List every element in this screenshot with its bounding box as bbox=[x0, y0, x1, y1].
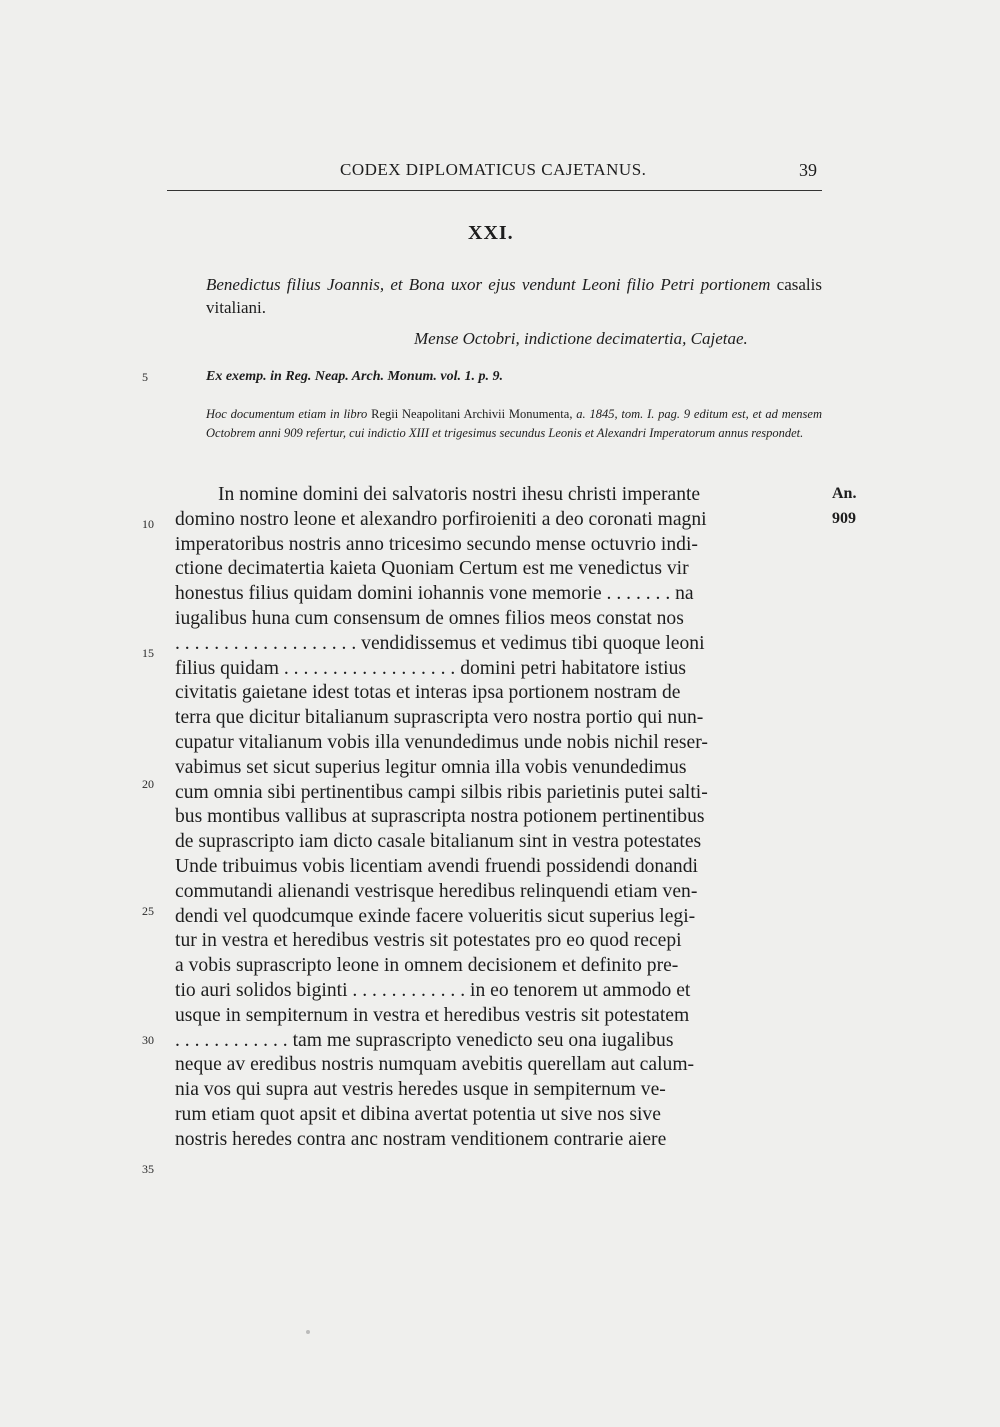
text-line: imperatoribus nostris anno tricesimo secundo mense octuvrio indi- bbox=[175, 533, 698, 555]
text-line: nostris heredes contra anc nostram venditionem contrarie aiere bbox=[175, 1128, 667, 1150]
header-rule bbox=[167, 190, 822, 191]
text-line: . . . . . . . . . . . . tam me suprascripto venedicto seu ona iugalibus bbox=[175, 1029, 674, 1051]
charter-text bbox=[175, 483, 822, 1153]
editorial-note bbox=[206, 405, 822, 443]
text-line: domino nostro leone et alexandro porfiroieniti a deo coronati magni bbox=[175, 508, 707, 530]
line-number: 30 bbox=[142, 1033, 154, 1047]
page-number: 39 bbox=[799, 160, 817, 180]
line-number: 25 bbox=[142, 904, 154, 918]
text-line: terra que dicitur bitalianum suprascripta vero nostra portio qui nun- bbox=[175, 707, 704, 729]
line-number: 35 bbox=[142, 1162, 154, 1176]
paper-speck bbox=[306, 1330, 310, 1334]
text-line: tio auri solidos biginti . . . . . . . . . . . . in eo tenorem ut ammodo et bbox=[175, 979, 691, 1001]
source-reference: Ex exemp. in Reg. Neap. Arch. Monum. vol. 1. p. 9. bbox=[206, 369, 503, 384]
text-line: neque av eredibus nostris numquam avebitis querellam aut calum- bbox=[175, 1054, 695, 1076]
document-number: XXI. bbox=[468, 222, 514, 244]
text-line: Unde tribuimus vobis licentiam avendi fruendi possidendi donandi bbox=[175, 855, 698, 877]
text-line: ctione decimatertia kaieta Quoniam Certum est me venedictus vir bbox=[175, 558, 689, 580]
date-line: Mense Octobri, indictione decimatertia, Cajetae. bbox=[414, 329, 748, 348]
line-number: 15 bbox=[142, 646, 154, 660]
text-line: de suprascripto iam dicto casale bitalianum sint in vestra potestates bbox=[175, 831, 702, 853]
running-title: CODEX DIPLOMATICUS CAJETANUS. bbox=[340, 160, 647, 179]
summary-upright: casalis vitaliani. bbox=[206, 275, 822, 317]
margin-year-label: An. bbox=[832, 485, 857, 502]
text-line: cum omnia sibi pertinentibus campi silbis ribis parietinis putei salti- bbox=[175, 781, 708, 803]
line-number: 20 bbox=[142, 777, 154, 791]
note-part-c: a. 1845, tom. I. pag. 9 editum est, et ad mensem Octobrem anni 909 refertur, cui indictio XIII et trigesimus secundus Leonis et Alexandri Imperatorum annus respondet. bbox=[206, 407, 822, 440]
document-summary bbox=[206, 273, 822, 319]
text-line: civitatis gaietane idest totas et interas ipsa portionem nostram de bbox=[175, 682, 681, 704]
text-line: usque in sempiternum in vestra et heredibus vestris sit potestatem bbox=[175, 1004, 690, 1026]
text-line: vabimus set sicut superius legitur omnia illa vobis venundedimus bbox=[175, 756, 687, 778]
text-line: iugalibus huna cum consensum de omnes filios meos constat nos bbox=[175, 607, 684, 629]
text-line: . . . . . . . . . . . . . . . . . . . vendidissemus et vedimus tibi quoque leoni bbox=[175, 632, 705, 654]
line-number: 5 bbox=[142, 370, 148, 384]
text-line: a vobis suprascripto leone in omnem decisionem et definito pre- bbox=[175, 955, 679, 977]
summary-italic: Benedictus filius Joannis, et Bona uxor ejus vendunt Leoni filio Petri portionem bbox=[206, 275, 771, 294]
note-part-b: Regii Neapolitani Archivii Monumenta, bbox=[371, 407, 573, 421]
margin-year-value: 909 bbox=[832, 510, 856, 527]
text-line: commutandi alienandi vestrisque heredibus relinquendi etiam ven- bbox=[175, 880, 698, 902]
note-part-a: Hoc documentum etiam in libro bbox=[206, 407, 368, 421]
text-line: honestus filius quidam domini iohannis vone memorie . . . . . . . na bbox=[175, 583, 694, 605]
text-line: In nomine domini dei salvatoris nostri ihesu christi imperante bbox=[218, 484, 701, 505]
text-line: cupatur vitalianum vobis illa venundedimus unde nobis nichil reser- bbox=[175, 731, 708, 753]
line-number: 10 bbox=[142, 517, 154, 531]
text-line: dendi vel quodcumque exinde facere volueritis sicut superius legi- bbox=[175, 905, 696, 927]
text-line: rum etiam quot apsit et dibina avertat potentia ut sive nos sive bbox=[175, 1103, 661, 1125]
text-line: tur in vestra et heredibus vestris sit potestates pro eo quod recepi bbox=[175, 930, 682, 952]
text-line: bus montibus vallibus at suprascripta nostra potionem pertinentibus bbox=[175, 806, 705, 828]
text-line: nia vos qui supra aut vestris heredes usque in sempiternum ve- bbox=[175, 1079, 666, 1101]
text-line: filius quidam . . . . . . . . . . . . . . . . . . domini petri habitatore istius bbox=[175, 657, 687, 679]
